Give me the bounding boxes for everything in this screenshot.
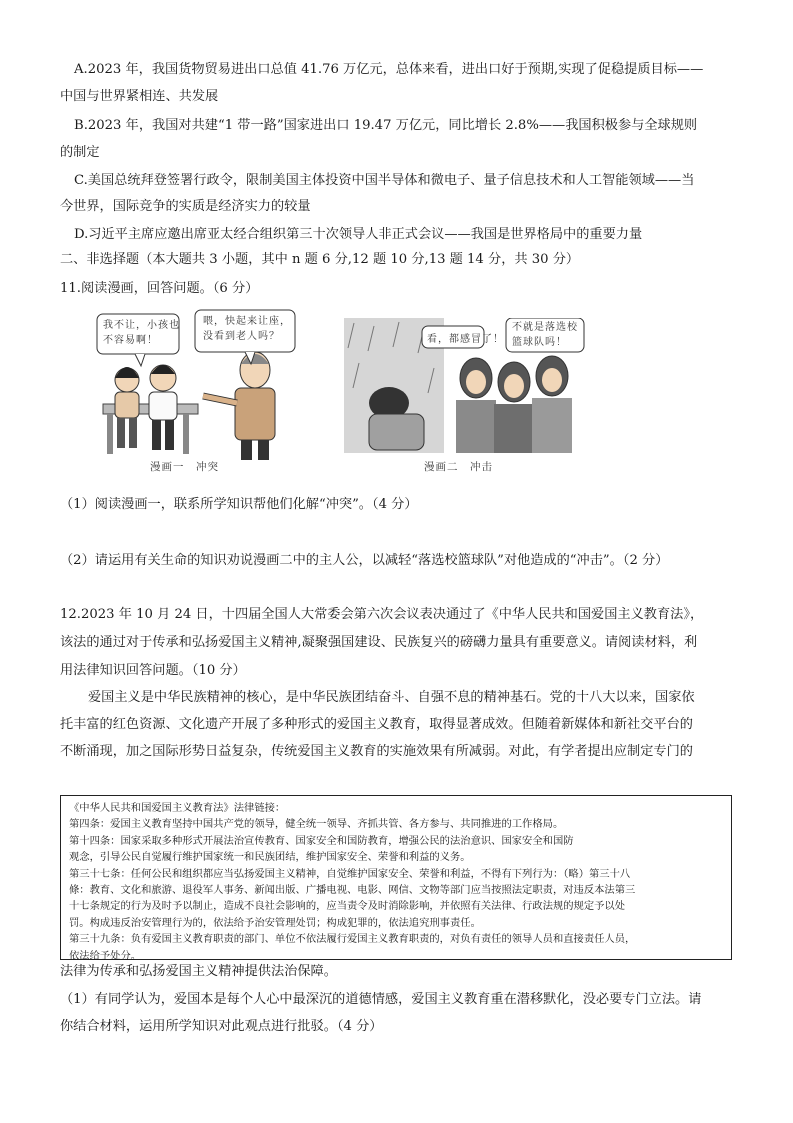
q12-intro-1: 12.2023 年 10 月 24 日，十四届全国人大常委会第六次会议表决通过了《中华人民共和国爱国主义教育法》， bbox=[60, 607, 704, 622]
option-c-line1: C.美国总统拜登签署行政令，限制美国主体投资中国半导体和微电子、量子信息技术和人工智能领域——当 bbox=[74, 173, 695, 188]
option-a-line1: A.2023 年，我国货物贸易进出口总值 41.76 万亿元，总体来看，进出口好于预期,实现了促稳提质目标—— bbox=[74, 62, 704, 77]
q12-sub1-line1: （1）有同学认为，爱国本是每个人心中最深沉的道德情感，爱国主义教育重在潜移默化，没必要专门立法。请 bbox=[60, 992, 702, 1007]
q12-after-box: 法律为传承和弘扬爱国主义精神提供法治保障。 bbox=[60, 964, 337, 979]
q11-title: 11.阅读漫画，回答问题。（6 分） bbox=[60, 281, 259, 296]
option-b-line1: B.2023 年，我国对共建“1 带一路”国家进出口 19.47 万亿元，同比增长 2.8%——我国积极参与全球规则 bbox=[74, 118, 698, 133]
q12-material-1: 爱国主义是中华民族精神的核心，是中华民族团结奋斗、自强不息的精神基石。党的十八大以来，国家依 bbox=[88, 690, 695, 705]
comic1-caption: 漫画一 冲突 bbox=[150, 461, 219, 473]
comic2-bubble-left: 看，都感冒了！ bbox=[427, 334, 504, 345]
q12-material-2: 托丰富的红色资源、文化遗产开展了多种形式的爱国主义教育，取得显著成效。但随着新媒体和新社交平台的 bbox=[60, 717, 693, 732]
comic2-caption: 漫画二 冲击 bbox=[424, 461, 493, 473]
q11-sub2: （2）请运用有关生命的知识劝说漫画二中的主人公，以减轻“落选校篮球队”对他造成的“冲击”。（2 分） bbox=[60, 553, 669, 568]
comic1-bubble-left: 我不让，小孩也 不容易啊！ bbox=[103, 320, 180, 346]
comic2-bubble-right: 不就是落选校 篮球队吗！ bbox=[512, 322, 578, 348]
section-title: 二、非选择题（本大题共 3 小题，其中 n 题 6 分,12 题 10 分,13 题 14 分，共 30 分） bbox=[60, 252, 580, 267]
q11-sub1: （1）阅读漫画一，联系所学知识帮他们化解“冲突”。（4 分） bbox=[60, 497, 418, 512]
option-b-line2: 的制定 bbox=[60, 145, 100, 160]
q12-intro-2: 该法的通过对于传承和弘扬爱国主义精神,凝聚强国建设、民族复兴的磅礴力量具有重要意义。请阅读材料，利 bbox=[60, 635, 698, 650]
option-d-line1: D.习近平主席应邀出席亚太经合组织第三十次领导人非正式会议——我国是世界格局中的重要力量 bbox=[74, 227, 643, 242]
q12-sub1-line2: 你结合材料，运用所学知识对此观点进行批驳。（4 分） bbox=[60, 1019, 383, 1034]
q12-intro-3: 用法律知识回答问题。（10 分） bbox=[60, 663, 246, 678]
comic1-bubble-right: 喂，快起来让座， 没看到老人吗？ bbox=[203, 316, 291, 342]
option-a-line2: 中国与世界紧相连、共发展 bbox=[60, 89, 219, 104]
q12-material-3: 不断涌现，加之国际形势日益复杂，传统爱国主义教育的实施效果有所减弱。对此，有学者提出应制定专门的 bbox=[60, 744, 693, 759]
law-excerpt-box: 《中华人民共和国爱国主义教育法》法律链接： 第四条：爱国主义教育坚持中国共产党的领导，健全统一领导、齐抓共管、各方参与、共同推进的工作格局。 第十四条：国家采取多种形式开展法治宣传教育、国家安全和国防教育，增强公民的法治意识、国家安全和国防 观念，引导公民自觉履行维护国家统一和民族团结，维护国家安全、荣誉和利益的义务。 第三十七条：任何公民和组织都应当弘扬爱国主义精神，自觉维护国家安全、荣誉和利益，不得有下列行为：（略）第三十八 條：教育、文化和旅游、退役军人事务、新闻出版、广播电视、电影、网信、文物等部门应当按照法定职责，对违反本法第三 十七条规定的行为及时予以制止，造成不良社会影响的，应当责令及时消除影响，并依照有关法律、行政法规的规定予以处 罚。构成违反治安管理行为的，依法给予治安管理处罚；构成犯罪的，依法追究刑事责任。 第三十九条：负有爱国主义教育职责的部门、单位不依法履行爱国主义教育职责的，对负有责任的领导人员和直接责任人员， 依法给予处分。 bbox=[60, 795, 732, 960]
option-c-line2: 今世界，国际竞争的实质是经济实力的较量 bbox=[60, 199, 311, 214]
